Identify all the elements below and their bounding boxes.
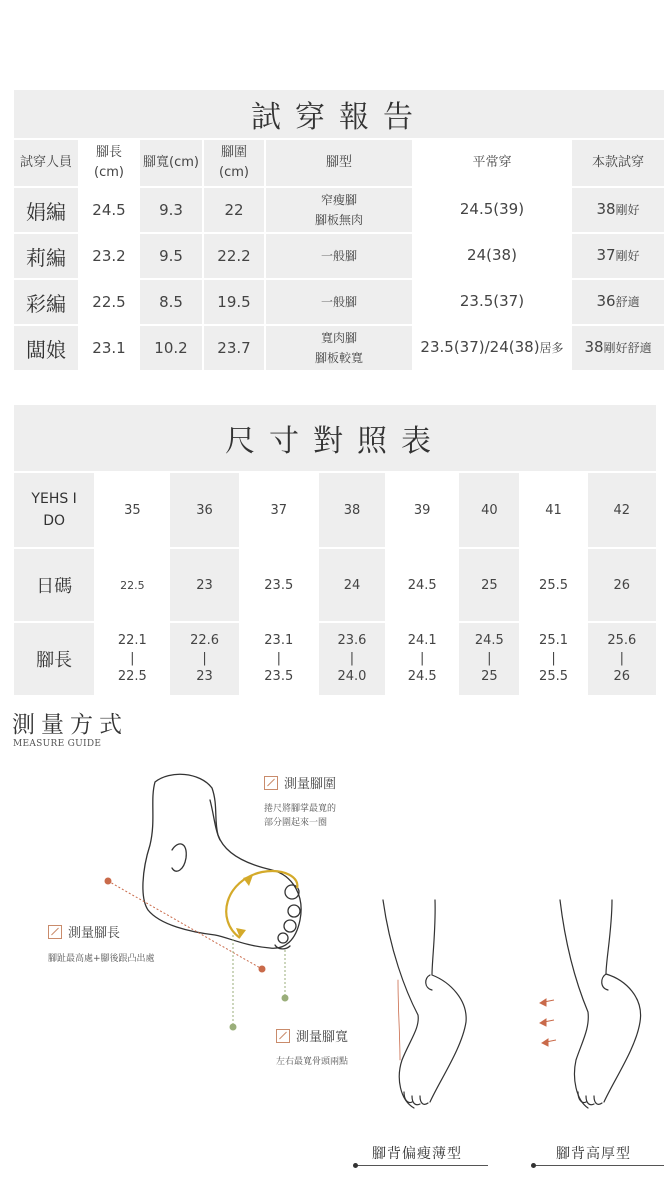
- brand-size: 37: [241, 473, 317, 547]
- fit-size: 38剛好: [572, 188, 664, 232]
- foot-type: 窄瘦腳 腳板無肉: [266, 188, 412, 232]
- width-measure-label: 測量腳寬: [276, 1026, 348, 1045]
- foot-length: 22.5: [80, 280, 138, 324]
- tester-name: 彩編: [14, 280, 78, 324]
- thick-instep-foot-icon: [560, 900, 641, 1108]
- usual-size: 24(38): [414, 234, 570, 278]
- length-range: 25.6 | 26: [588, 623, 656, 695]
- thick-instep-caption: 腳背高厚型: [556, 1146, 631, 1162]
- foot-width: 9.5: [140, 234, 202, 278]
- length-measure-note: 腳趾最高處+腳後跟凸出處: [48, 954, 155, 964]
- tester-name: 闆娘: [14, 326, 78, 370]
- brand-size: 41: [521, 473, 585, 547]
- jp-size: 25: [459, 549, 519, 621]
- brand-size-label: YEHS I DO: [14, 473, 94, 547]
- length-range: 23.6 | 24.0: [319, 623, 385, 695]
- size-row-length: [14, 623, 656, 695]
- jp-size-label: 日碼: [14, 549, 94, 621]
- brand-size: 40: [459, 473, 519, 547]
- size-row-brand: [14, 473, 656, 547]
- brand-size: 35: [96, 473, 168, 547]
- brand-size: 42: [588, 473, 656, 547]
- foot-type: 一般腳: [266, 280, 412, 324]
- header-foot-length: 腳長 (cm): [80, 140, 138, 186]
- foot-girth: 22.2: [204, 234, 264, 278]
- jp-size: 24.5: [387, 549, 457, 621]
- length-range: 22.1 | 22.5: [96, 623, 168, 695]
- jp-size: 22.5: [96, 549, 168, 621]
- thin-instep-foot-icon: [383, 900, 466, 1108]
- foot-type: 一般腳: [266, 234, 412, 278]
- jp-size: 26: [588, 549, 656, 621]
- usual-size: 24.5(39): [414, 188, 570, 232]
- fit-size: 36舒適: [572, 280, 664, 324]
- checkbox-icon: [48, 925, 62, 939]
- header-tester: 試穿人員: [14, 140, 78, 186]
- thick-instep-arrows-icon: [540, 999, 556, 1046]
- fit-size: 37剛好: [572, 234, 664, 278]
- brand-size: 39: [387, 473, 457, 547]
- measure-guide-title: 測量方式: [12, 712, 128, 738]
- checkbox-icon: [264, 776, 278, 790]
- header-foot-width: 腳寬(cm): [140, 140, 202, 186]
- thin-instep-caption: 腳背偏瘦薄型: [372, 1146, 462, 1162]
- length-range: 23.1 | 23.5: [241, 623, 317, 695]
- jp-size: 23: [170, 549, 238, 621]
- measure-guide-subtitle: MEASURE GUIDE: [13, 739, 102, 749]
- foot-length-label: 腳長: [14, 623, 94, 695]
- table-row: [14, 188, 664, 232]
- length-range: 25.1 | 25.5: [521, 623, 585, 695]
- length-range: 24.5 | 25: [459, 623, 519, 695]
- table-row: [14, 280, 664, 324]
- caption-underline: [534, 1165, 664, 1166]
- header-fit-size: 本款試穿: [572, 140, 664, 186]
- fit-size: 38剛好舒適: [572, 326, 664, 370]
- girth-measure-note: 捲尺將腳掌最寬的 部分圍起來一圈: [264, 804, 337, 828]
- jp-size: 25.5: [521, 549, 585, 621]
- table-row: [14, 326, 664, 370]
- jp-size: 23.5: [241, 549, 317, 621]
- length-measure-label: 測量腳長: [48, 922, 120, 941]
- fit-report-title: 試穿報告: [14, 90, 664, 138]
- foot-girth: 19.5: [204, 280, 264, 324]
- caption-underline: [356, 1165, 488, 1166]
- foot-width: 9.3: [140, 188, 202, 232]
- foot-width: 10.2: [140, 326, 202, 370]
- header-foot-type: 腳型: [266, 140, 412, 186]
- foot-length: 23.2: [80, 234, 138, 278]
- foot-width: 8.5: [140, 280, 202, 324]
- foot-sketch-icon: [143, 774, 301, 949]
- size-row-jp: [14, 549, 656, 621]
- size-chart-table: [12, 403, 658, 697]
- checkbox-icon: [276, 1029, 290, 1043]
- usual-size: 23.5(37)/24(38)居多: [414, 326, 570, 370]
- length-range: 24.1 | 24.5: [387, 623, 457, 695]
- length-range: 22.6 | 23: [170, 623, 238, 695]
- foot-girth: 22: [204, 188, 264, 232]
- header-foot-girth: 腳圍 (cm): [204, 140, 264, 186]
- tester-name: 娟編: [14, 188, 78, 232]
- foot-type: 寬肉腳 腳板較寬: [266, 326, 412, 370]
- foot-length: 24.5: [80, 188, 138, 232]
- brand-size: 36: [170, 473, 238, 547]
- girth-measure-label: 測量腳圍: [264, 773, 336, 792]
- caption-dot: [353, 1163, 358, 1168]
- caption-dot: [531, 1163, 536, 1168]
- table-row: [14, 234, 664, 278]
- size-chart-title: 尺寸對照表: [14, 405, 656, 471]
- foot-girth: 23.7: [204, 326, 264, 370]
- foot-length: 23.1: [80, 326, 138, 370]
- brand-size: 38: [319, 473, 385, 547]
- width-measure-note: 左右最寬骨頭兩點: [276, 1057, 349, 1067]
- header-usual-size: 平常穿: [414, 140, 570, 186]
- jp-size: 24: [319, 549, 385, 621]
- fit-report-header-row: [14, 140, 664, 186]
- fit-report-table: [12, 88, 666, 372]
- tester-name: 莉編: [14, 234, 78, 278]
- usual-size: 23.5(37): [414, 280, 570, 324]
